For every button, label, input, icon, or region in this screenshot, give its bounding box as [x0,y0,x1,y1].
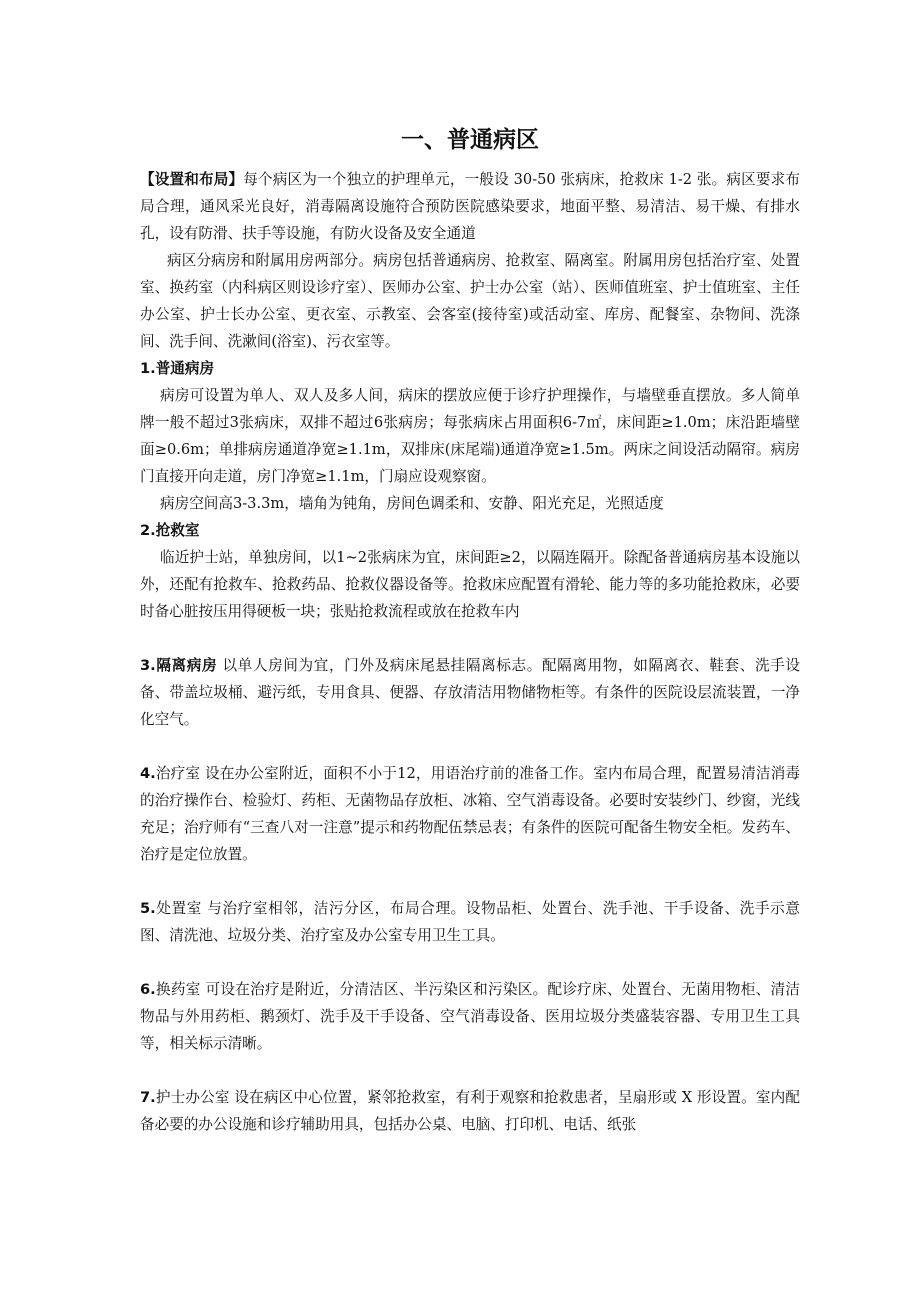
paragraph-rescue-room: 临近护士站，单独房间，以1~2张病床为宜，床间距≥2，以隔连隔开。除配备普通病房基本设施以外，还配有抢救车、抢救药品、抢救仪器设备等。抢救床应配置有滑轮、能力等的多功能抢救床，必要时备心脏按压用得硬板一块；张贴抢救流程或放在抢救车内 [140,549,800,620]
blank-line [140,868,800,895]
paragraph-general-ward-2: 病房空间高3-3.3m，墙角为钝角，房间色调柔和、安静、阳光充足，光照适度 [160,495,664,512]
blank-line [140,1057,800,1084]
paragraph-isolation-ward [140,652,800,733]
paragraph-disposal-room [140,895,800,949]
text-layout: 每个病区为一个独立的护理单元，一般设 30-50 张病床，抢救床 1-2 张。病区要求布局合理，通风采光良好，消毒隔离设施符合预防医院感染要求，地面平整、易清洁、易干燥、有排水孔，设有防滑、扶手等设施，有防火设备及安全通道 [140,171,800,242]
text-treatment-room: 治疗室 设在办公室附近，面积不小于12，用语治疗前的准备工作。室内布局合理，配置易清洁消毒的治疗操作台、检验灯、药柜、无菌物品存放柜、冰箱、空气消毒设备。必要时安装纱门、纱窗，光线充足；治疗师有“三查八对一注意”提示和药物配伍禁忌表；有条件的医院可配备生物安全柜。发药车、治疗是定位放置。 [140,765,800,863]
lead-nurse-office: 7. [140,1089,156,1106]
heading-general-ward: 1.普通病房 [140,360,215,377]
text-disposal-room: 处置室 与治疗室相邻，洁污分区，布局合理。设物品柜、处置台、洗手池、干手设备、洗手示意图、清洗池、垃圾分类、治疗室及办公室专用卫生工具。 [140,900,800,944]
paragraph-nurse-office [140,1084,800,1138]
paragraph-ward-composition: 病区分病房和附属用房两部分。病房包括普通病房、抢救室、隔离室。附属用房包括治疗室、处置室、换药室（内科病区则设诊疗室）、医师办公室、护士办公室（站）、医师值班室、护士值班室、主任办公室、护士长办公室、更衣室、示教室、会客室(接待室)或活动室、库房、配餐室、杂物间、洗涤间、洗手间、洗漱间(浴室)、污衣室等。 [140,252,800,350]
text-dressing-room: 换药室 可设在治疗是附近，分清洁区、半污染区和污染区。配诊疗床、处置台、无菌用物柜、清洁物品与外用药柜、鹅颈灯、洗手及干手设备、空气消毒设备、医用垃圾分类盛装容器、专用卫生工具等，相关标示清晰。 [140,981,800,1052]
lead-disposal-room: 5. [140,900,156,917]
page-title: 一、普通病区 [401,127,539,153]
paragraph-dressing-room [140,976,800,1057]
lead-treatment-room: 4. [140,765,156,782]
paragraph-treatment-room [140,760,800,868]
heading-rescue-room: 2.抢救室 [140,522,200,539]
blank-line [140,949,800,976]
paragraph-layout [140,166,800,247]
document-body [140,166,800,1138]
text-nurse-office: 护士办公室 设在病区中心位置，紧邻抢救室，有利于观察和抢救患者，呈扇形或 X 形设置。室内配备必要的办公设施和诊疗辅助用具，包括办公桌、电脑、打印机、电话、纸张 [140,1089,800,1133]
blank-line [140,733,800,760]
text-isolation-ward: 以单人房间为宜，门外及病床尾悬挂隔离标志。配隔离用物，如隔离衣、鞋套、洗手设备、带盖垃圾桶、避污纸，专用食具、便器、存放清洁用物储物柜等。有条件的医院设层流装置，一净化空气。 [140,657,800,728]
lead-layout: 【设置和布局】 [140,171,244,188]
lead-isolation-ward: 3.隔离病房 [140,657,218,674]
paragraph-general-ward-1: 病房可设置为单人、双人及多人间，病床的摆放应便于诊疗护理操作，与墙壁垂直摆放。多人简单牌一般不超过3张病床，双排不超过6张病房；每张病床占用面积6-7㎡，床间距≥1.0m；床沿距墙壁面≥0.6m；单排病房通道净宽≥1.1m，双排床(床尾端)通道净宽≥1.5m。两床之间设活动隔帘。病房门直接开向走道，房门净宽≥1.1m，门扇应设观察窗。 [140,387,800,485]
lead-dressing-room: 6. [140,981,156,998]
blank-line [140,625,800,652]
